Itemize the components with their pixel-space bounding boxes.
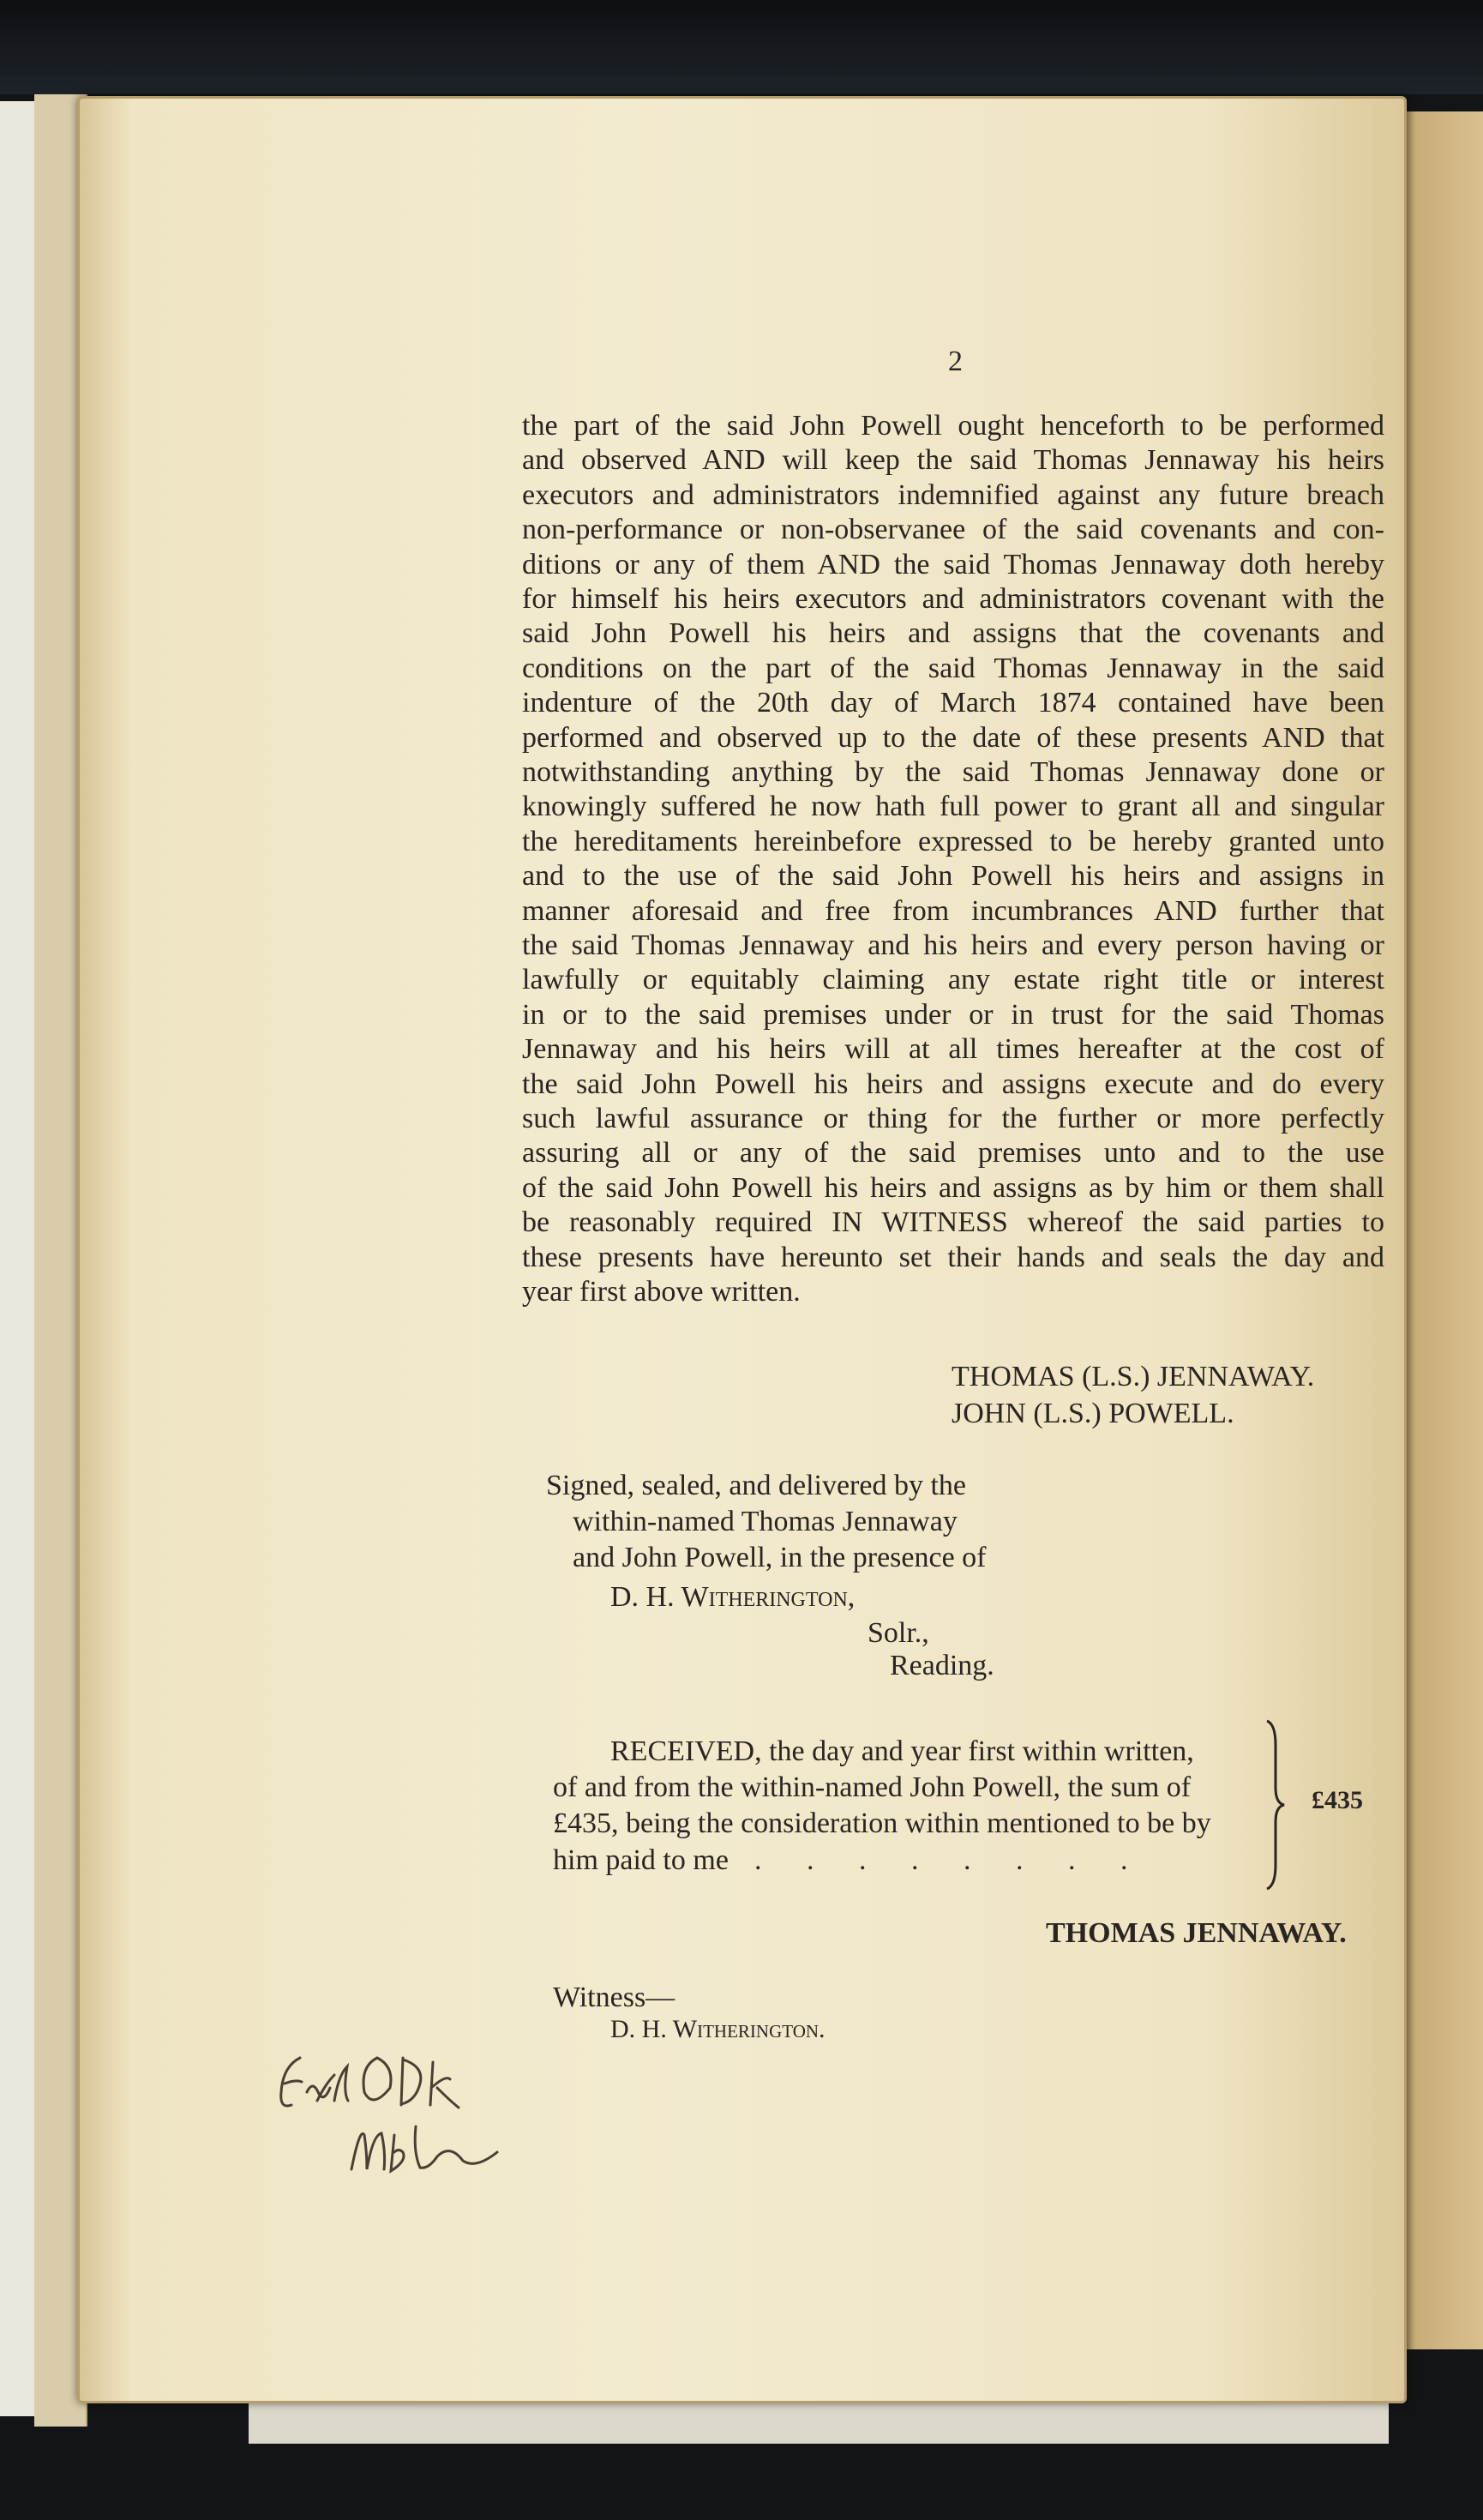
receipt-signature: THOMAS JENNAWAY.: [1046, 1917, 1347, 1949]
receipt-amount: £435: [1312, 1786, 1363, 1814]
body-line: for himself his heirs executors and administrators covenant with the: [522, 583, 1384, 615]
body-line: performed and observed up to the date of these presents AND that: [522, 721, 1384, 754]
page-number: 2: [948, 346, 963, 377]
body-line: the hereditaments hereinbefore expressed to be hereby granted unto: [522, 825, 1384, 857]
body-line: year first above written.: [522, 1276, 801, 1308]
attestation-line: within-named Thomas Jennaway: [573, 1506, 958, 1537]
body-line: Jennaway and his heirs will at all times hereafter at the cost of: [522, 1033, 1384, 1066]
body-line: and observed AND will keep the said Thomas Jennaway his heirs: [522, 444, 1384, 477]
leader-dots: . . . . . . . .: [754, 1844, 1147, 1876]
body-line: these presents have hereunto set their hands and seals the day and: [522, 1241, 1384, 1273]
body-line: such lawful assurance or thing for the further or more perfectly: [522, 1103, 1384, 1134]
receipt-witness-name: D. H. Witherington.: [610, 2015, 826, 2043]
attesting-witness-place: Reading.: [890, 1650, 994, 1681]
body-line: conditions on the part of the said Thomas Jennaway in the said: [522, 652, 1384, 684]
body-line: non-performance or non-observanee of the said covenants and con-: [522, 514, 1384, 546]
curly-brace: [1264, 1719, 1289, 1891]
handwritten-annotation: [266, 2041, 523, 2204]
body-line: indenture of the 20th day of March 1874 contained have been: [522, 687, 1384, 719]
underlying-page-bottom: [249, 2401, 1389, 2444]
body-line: of the said John Powell his heirs and assigns as by him or them shall: [522, 1171, 1384, 1204]
receipt-line: RECEIVED, the day and year first within written,: [610, 1735, 1194, 1767]
body-line: in or to the said premises under or in trust for the said Thomas: [522, 998, 1384, 1031]
attesting-witness-name: D. H. Witherington,: [610, 1581, 856, 1613]
body-line: the said Thomas Jennaway and his heirs and every person having or: [522, 929, 1384, 961]
body-line: and to the use of the said John Powell his heirs and assigns in: [522, 860, 1384, 893]
body-line: knowingly suffered he now hath full power to grant all and singular: [522, 791, 1384, 823]
body-line: manner aforesaid and free from incumbrances AND further that: [522, 894, 1384, 927]
attestation-line: Signed, sealed, and delivered by the: [546, 1470, 967, 1501]
signature-thomas-jennaway: THOMAS (L.S.) JENNAWAY.: [952, 1361, 1315, 1392]
scanner-background: [0, 0, 1483, 94]
receipt-line: him paid to me: [553, 1844, 729, 1876]
attestation-line: and John Powell, in the presence of: [573, 1542, 987, 1573]
body-line: be reasonably required IN WITNESS whereof the said parties to: [522, 1206, 1384, 1239]
body-line: lawfully or equitably claiming any estate right title or interest: [522, 964, 1384, 996]
body-line: assuring all or any of the said premises unto and to the use: [522, 1137, 1384, 1170]
attesting-witness-title: Solr.,: [868, 1617, 929, 1649]
body-line: notwithstanding anything by the said Thomas Jennaway done or: [522, 756, 1384, 788]
body-line: said John Powell his heirs and assigns that the covenants and: [522, 617, 1384, 650]
body-line: ditions or any of them AND the said Thomas Jennaway doth hereby: [522, 548, 1384, 580]
body-line: the part of the said John Powell ought henceforth to be performed: [522, 410, 1384, 442]
receipt-line: of and from the within-named John Powell, the sum of: [553, 1771, 1192, 1803]
body-line: executors and administrators indemnified against any future breach: [522, 478, 1384, 511]
body-line: the said John Powell his heirs and assigns execute and do every: [522, 1068, 1384, 1100]
signature-john-powell: JOHN (L.S.) POWELL.: [952, 1398, 1234, 1429]
receipt-line: £435, being the consideration within mentioned to be by: [553, 1807, 1211, 1839]
witness-label: Witness—: [553, 1982, 675, 2013]
